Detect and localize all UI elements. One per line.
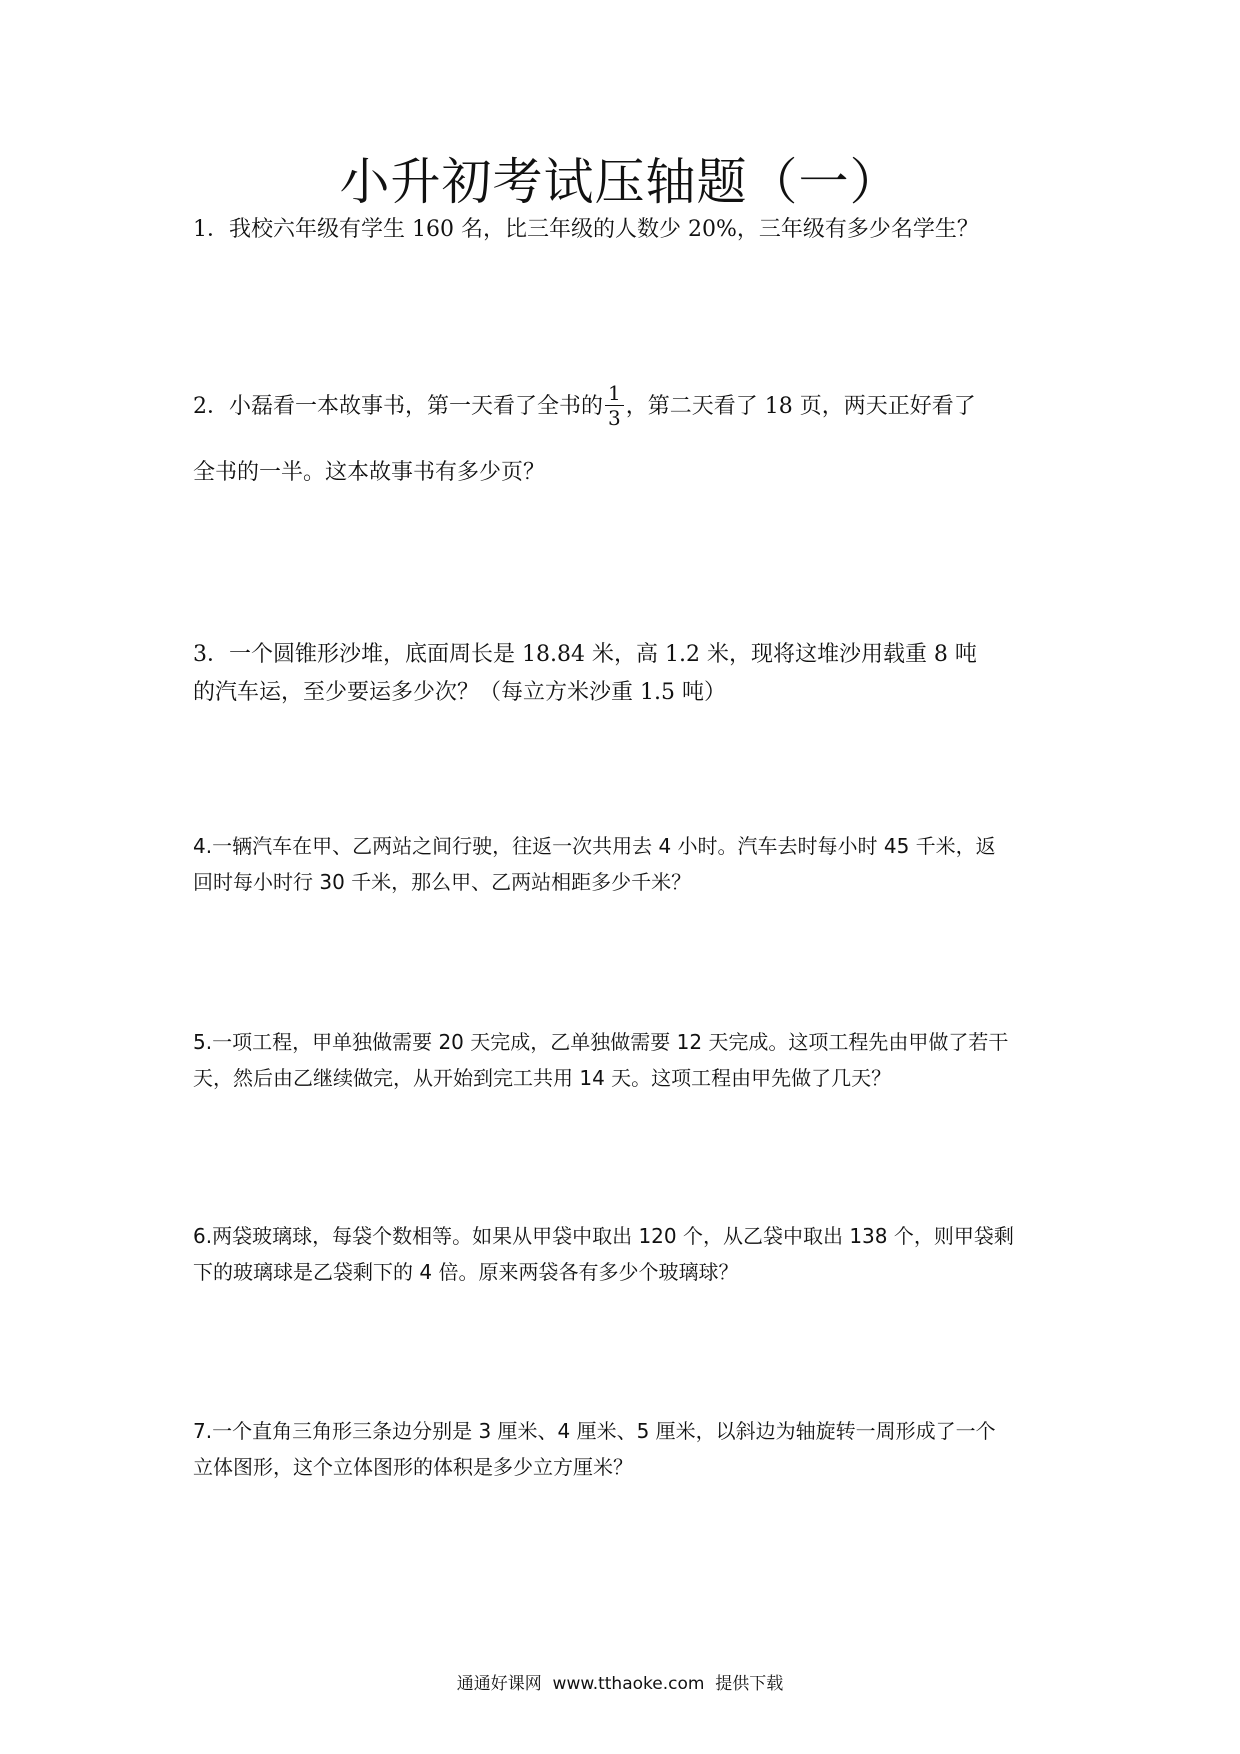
question-2-line-2: 全书的一半。这本故事书有多少页？ <box>193 460 546 485</box>
fraction-numerator: 1 <box>605 383 624 406</box>
question-6 <box>193 1218 1063 1290</box>
page-title: 小升初考试压轴题（一） <box>339 153 901 211</box>
question-4-line-2: 回时每小时行 30 千米，那么甲、乙两站相距多少千米？ <box>193 870 692 894</box>
question-5 <box>193 1024 1063 1096</box>
question-2 <box>193 374 1063 506</box>
question-6-line-2: 下的玻璃球是乙袋剩下的 4 倍。原来两袋各有多少个玻璃球？ <box>193 1260 739 1284</box>
question-6-line-1: 6.两袋玻璃球，每袋个数相等。如果从甲袋中取出 120 个，从乙袋中取出 138 个，则甲袋剩 <box>193 1224 1014 1248</box>
question-5-line-1: 5.一项工程，甲单独做需要 20 天完成，乙单独做需要 12 天完成。这项工程先由甲做了若干 <box>193 1030 1009 1054</box>
question-4-line-1: 4.一辆汽车在甲、乙两站之间行驶，往返一次共用去 4 小时。汽车去时每小时 45 千米，返 <box>193 834 996 858</box>
question-1-line-1: 1．我校六年级有学生 160 名，比三年级的人数少 20%，三年级有多少名学生？ <box>193 217 979 242</box>
fraction-denominator: 3 <box>608 405 621 430</box>
question-2-text-after-fraction: ，第二天看了 18 页，两天正好看了 <box>625 394 976 419</box>
footer-download-note: 通通好课网 www.tthaoke.com 提供下载 <box>456 1674 784 1694</box>
question-5-line-2: 天，然后由乙继续做完，从开始到完工共用 14 天。这项工程由甲先做了几天？ <box>193 1066 892 1090</box>
question-2-line-1 <box>193 374 1063 440</box>
fraction-one-third <box>605 380 624 430</box>
question-7-line-1: 7.一个直角三角形三条边分别是 3 厘米、4 厘米、5 厘米，以斜边为轴旋转一周形成了一个 <box>193 1419 996 1443</box>
question-7-line-2: 立体图形，这个立体图形的体积是多少立方厘米？ <box>193 1455 633 1479</box>
question-7 <box>193 1413 1063 1485</box>
question-3 <box>193 636 1063 712</box>
question-4 <box>193 828 1063 900</box>
question-1 <box>193 215 1063 245</box>
question-2-text-before-fraction: 2．小磊看一本故事书，第一天看了全书的 <box>193 394 603 419</box>
question-3-line-1: 3．一个圆锥形沙堆，底面周长是 18.84 米，高 1.2 米，现将这堆沙用载重 8 吨 <box>193 642 977 667</box>
question-3-line-2: 的汽车运，至少要运多少次？（每立方米沙重 1.5 吨） <box>193 680 726 705</box>
